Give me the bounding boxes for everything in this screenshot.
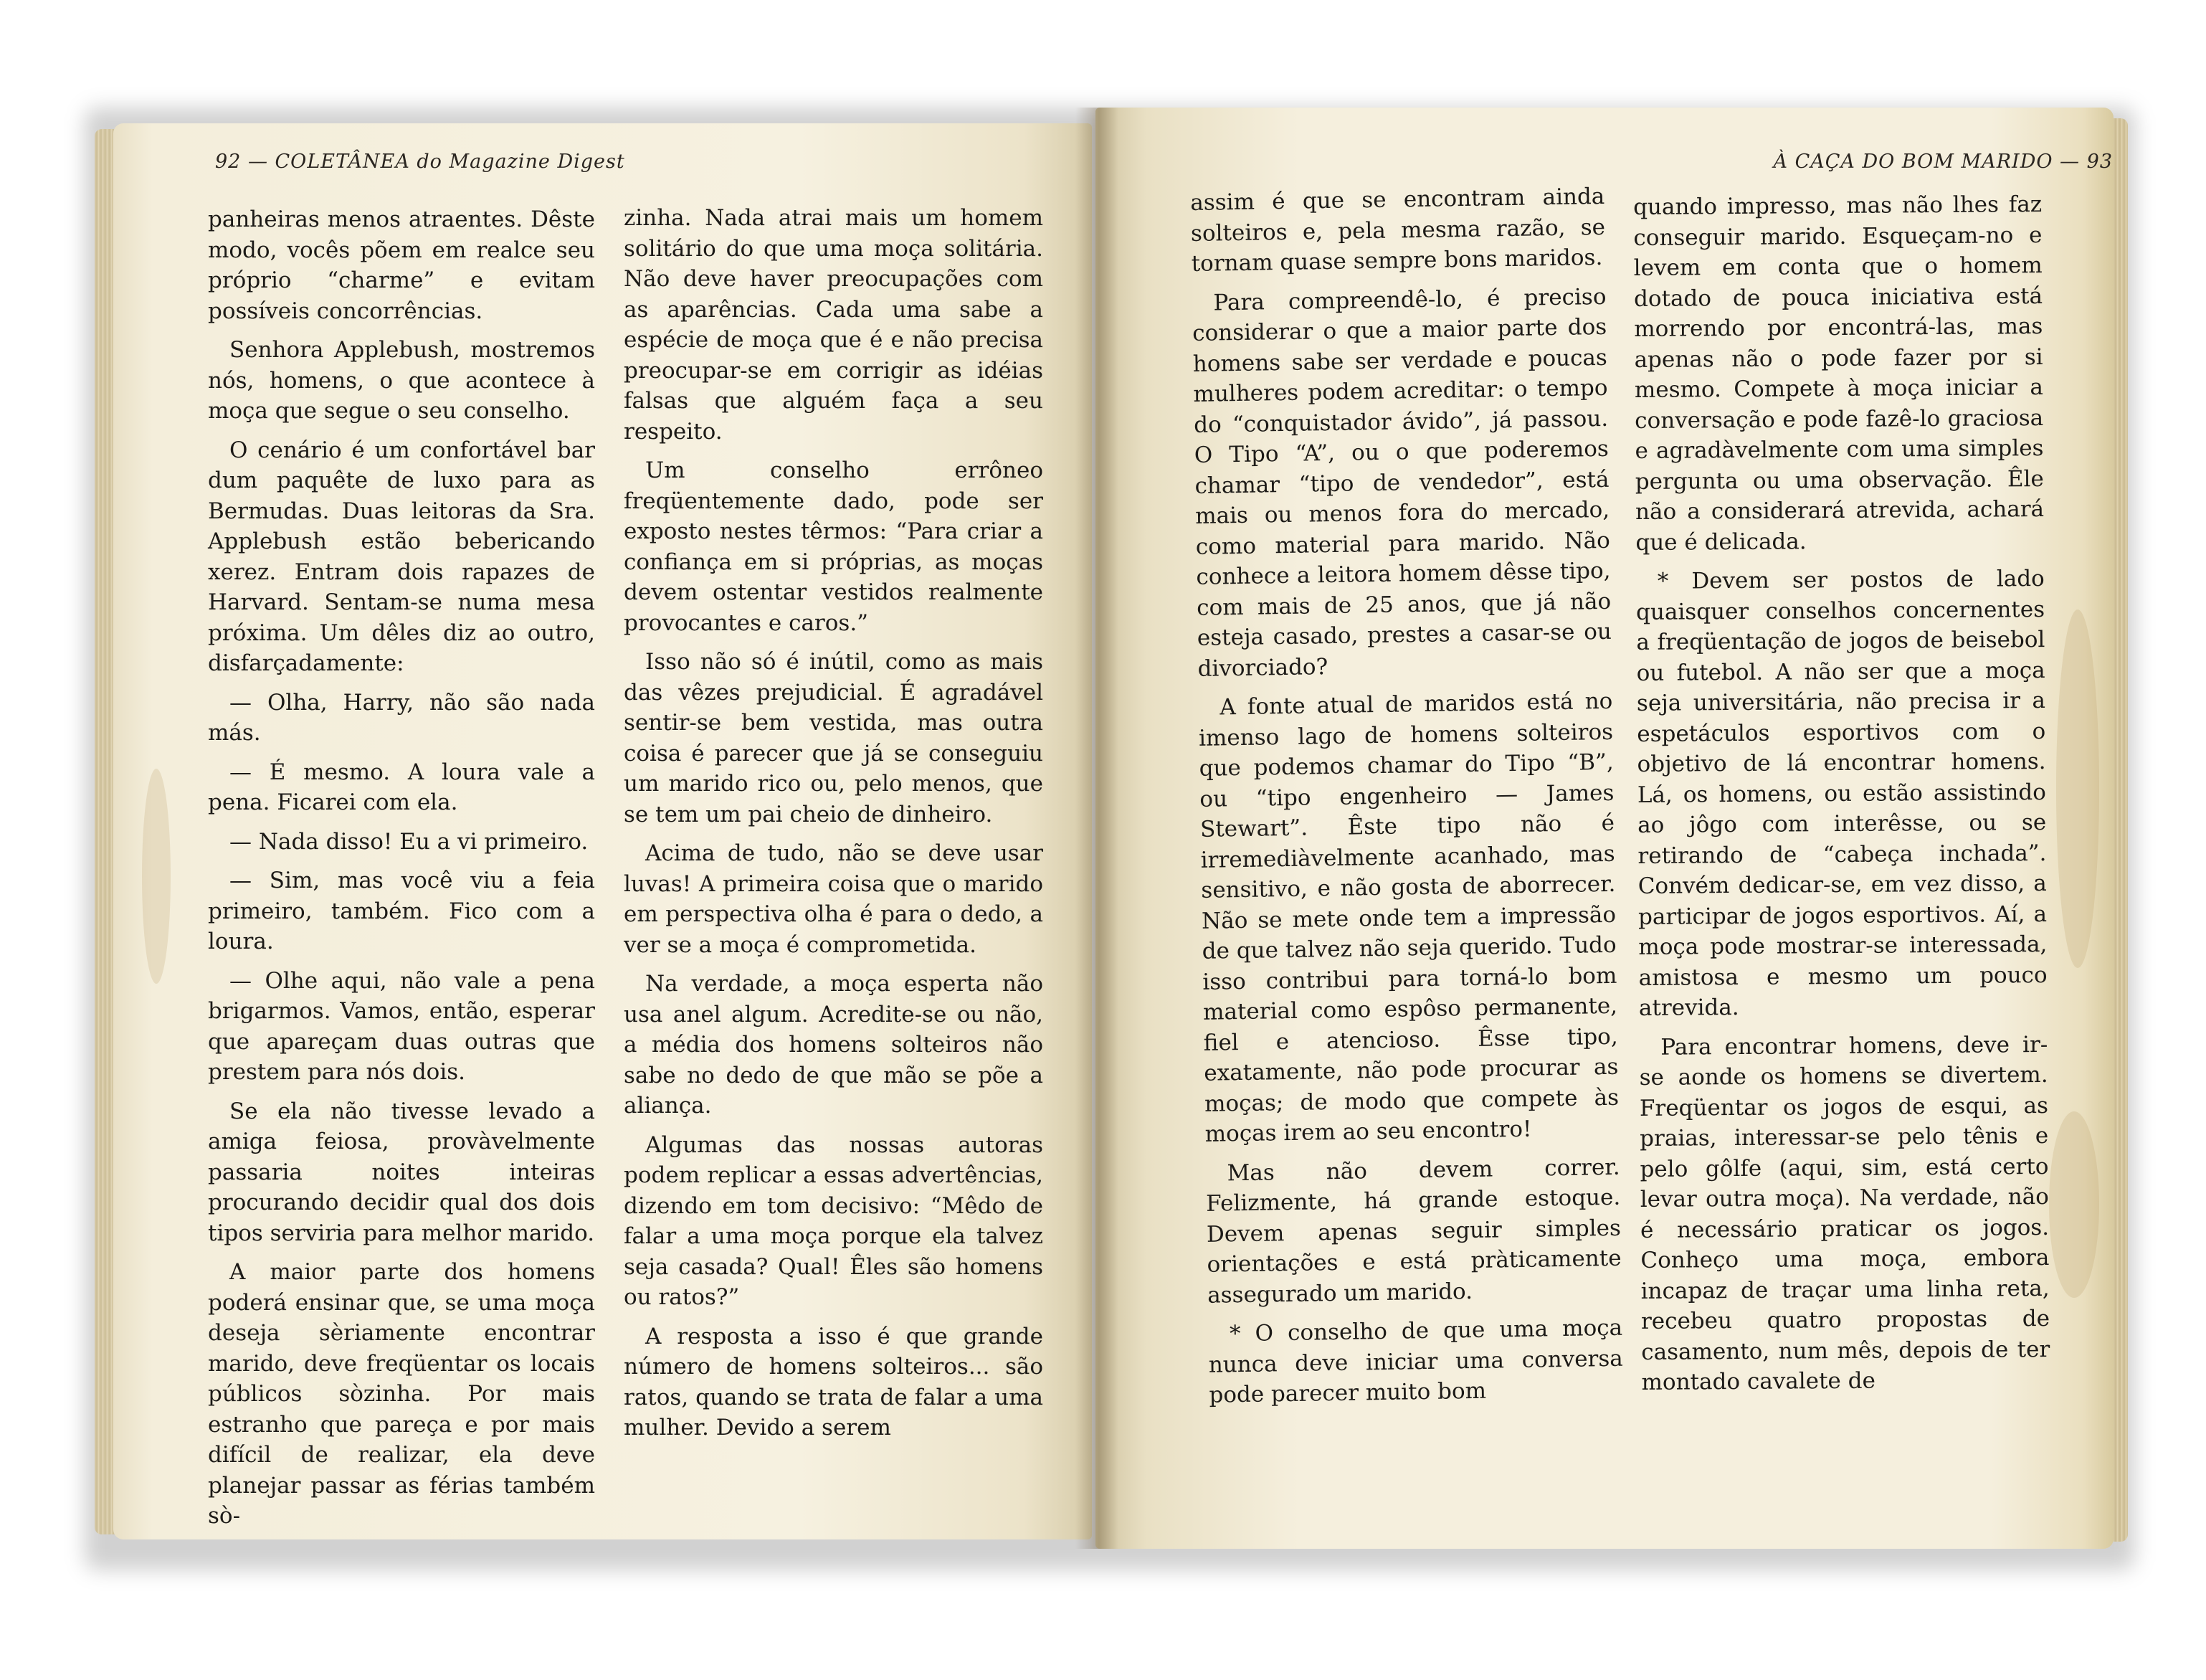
paragraph: Senhora Applebush, mostremos nós, homens, o que acontece à moça que segue o seu conselho. — [208, 337, 595, 424]
paragraph: * Devem ser postos de lado quaisquer conselhos concernentes a freqüentação de jogos de beisebol ou futebol. A não ser que a moça seja universitária, não precisa ir a espetáculos esportivos com o objetivo de lá encontrar homens. Lá, os homens, ou estão assistindo ao jôgo com interêsse, ou se retirando de “cabeça inchada”. Convém dedicar-se, em vez disso, a participar de jogos esportivos. Aí, a moça pode mostrar-se interessada, amistosa e mesmo um pouco atrevida. — [1635, 566, 2048, 1021]
paragraph: panheiras menos atraentes. Dêste modo, vocês põem em realce seu próprio “charme” e evitam possíveis concorrências. — [208, 207, 595, 324]
paragraph: Se ela não tivesse levado a amiga feiosa, provàvelmente passaria noites inteiras procurando decidir qual dos dois tipos serviria para melhor marido. — [208, 1098, 595, 1246]
paragraph: Isso não só é inútil, como as mais das vêzes prejudicial. É agradável sentir-se bem vestida, mas outra coisa é parecer que já se conseguiu um marido rico ou, pelo menos, que se tem um pai cheio de dinheiro. — [624, 649, 1043, 827]
paragraph: Para compreendê-lo, é preciso considerar o que a maior parte dos homens sabe ser verdade e poucas mulheres podem acreditar: o tempo do “conquistador ávido”, já passou. O Tipo “A”, ou o que poderemos chamar “tipo de vendedor”, está mais ou menos fora do mercado, como material para marido. Não conhece a leitora homem dêsse tipo, com mais de 25 anos, que já não esteja casado, prestes a casar-se ou divorciado? — [1192, 283, 1612, 682]
paragraph: — Olhe aqui, não vale a pena brigarmos. Vamos, então, esperar que apareçam duas outras que prestem para nós dois. — [208, 967, 595, 1085]
paragraph: assim é que se encontram ainda solteiros e, pela mesma razão, se tornam quase sempre bons maridos. — [1190, 183, 1606, 277]
paragraph: Na verdade, a moça esperta não usa anel algum. Acredite-se ou não, a média dos homens solteiros não sabe no dedo de que mão se põe a aliança. — [624, 971, 1043, 1119]
age-stain — [142, 769, 171, 984]
left-column-2 — [624, 203, 1043, 1452]
paragraph: — Nada disso! Eu a vi primeiro. — [229, 828, 589, 855]
paragraph: Algumas das nossas autoras podem replicar a essas advertências, dizendo em tom decisivo: “Mêdo de falar a uma moça porque ela talvez seja casada? Qual! Êles são homens ou ratos?” — [624, 1131, 1043, 1310]
right-column-1 — [1190, 181, 1624, 1419]
paragraph: Mas não devem correr. Felizmente, há grande estoque. Devem apenas seguir simples orientações e está pràticamente assegurado um marido. — [1205, 1154, 1622, 1309]
paragraph: * O conselho de que uma moça nunca deve iniciar uma conversa pode parecer muito bom — [1208, 1314, 1623, 1408]
paragraph: A resposta a isso é que grande número de homens solteiros... são ratos, quando se trata de falar a uma mulher. Devido a serem — [624, 1323, 1043, 1441]
paragraph: O cenário é um confortável bar dum paquête de luxo para as Bermudas. Duas leitoras da Sra. Applebush estão bebericando xerez. Entram dois rapazes de Harvard. Sentam-se numa mesa próxima. Um dêles diz ao outro, disfarçadamente: — [208, 437, 595, 676]
paragraph: zinha. Nada atrai mais um homem solitário do que uma moça solitária. Não deve haver preocupações com as aparências. Cada uma sabe a espécie de moça que é e não precisa preocupar-se em corrigir as idéias falsas que alguém faça a seu respeito. — [624, 205, 1043, 445]
left-column-1 — [208, 204, 595, 1540]
paragraph: Um conselho errôneo freqüentemente dado, pode ser exposto nestes têrmos: “Para criar a confiança em si próprias, as moças devem ostentar vestidos realmente provocantes e caros.” — [624, 457, 1043, 636]
right-column-2 — [1633, 189, 2050, 1406]
paragraph: quando impresso, mas não lhes faz conseguir marido. Esqueçam-no e levem em conta que o homem dotado de pouca iniciativa está morrendo por encontrá-las, mas apenas não o pode fazer por si mesmo. Compete à moça iniciar a conversação e pode fazê-lo graciosa e agradàvelmente com uma simples pergunta ou uma observação. Êle não a considerará atrevida, achará que é delicada. — [1633, 191, 2045, 556]
paragraph: A maior parte dos homens poderá ensinar que, se uma moça deseja sèriamente encontrar marido, deve freqüentar os locais públicos sòzinha. Por mais estranho que pareça e por mais difícil de realizar, ela deve planejar passar as férias também sò- — [208, 1259, 595, 1529]
age-stain — [2056, 609, 2099, 968]
paragraph: Para encontrar homens, deve ir-se aonde os homens se divertem. Freqüentar os jogos de esqui, as praias, interessar-se pelo tênis e pelo gôlfe (aqui, sim, está certo levar outra moça). Na verdade, não é necessário praticar os jogos. Conheço uma moça, embora incapaz de traçar uma linha reta, recebeu quatro propostas de casamento, num mês, depois de ter montado cavalete de — [1639, 1031, 2050, 1395]
paragraph: — Sim, mas você viu a feia primeiro, também. Fico com a loura. — [208, 868, 595, 954]
paragraph: — É mesmo. A loura vale a pena. Ficarei com ela. — [208, 759, 595, 815]
book-gutter — [1075, 108, 1118, 1549]
age-stain — [2049, 1111, 2099, 1298]
right-page-header: À CAÇA DO BOM MARIDO — 93 — [1773, 151, 2113, 173]
left-page-header: 92 — COLETÂNEA do Magazine Digest — [215, 151, 625, 173]
paragraph: A fonte atual de maridos está no imenso lago de homens solteiros que podemos chamar do Tipo “B”, ou “tipo engenheiro — James Stewart”. Êste tipo não é irremediàvelmente acanhado, mas sensitivo, e não gosta de aborrecer. Não se mete onde tem a impressão de que talvez não seja querido. Tudo isso contribui para torná-lo bom material como espôso permanente, fiel e atencioso. Êsse tipo, exatamente, não pode procurar as moças; de modo que compete às moças irem ao seu encontro! — [1198, 688, 1620, 1147]
paragraph: Acima de tudo, não se deve usar luvas! A primeira coisa que o marido em perspectiva olha é para o dedo, a ver se a moça é comprometida. — [624, 840, 1043, 958]
paragraph: — Olha, Harry, não são nada más. — [208, 689, 595, 746]
